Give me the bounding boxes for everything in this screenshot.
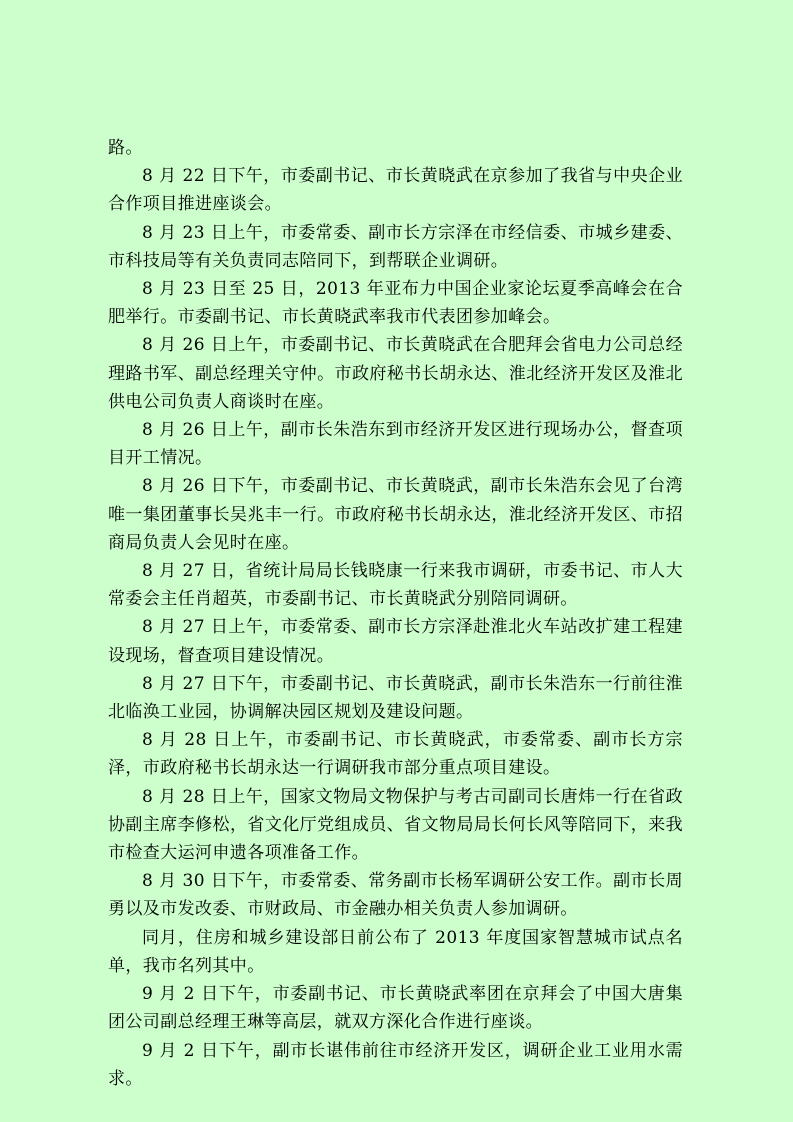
paragraph-entry: 8 月 28 日上午，国家文物局文物保护与考古司副司长唐炜一行在省政协副主席李修松，省文化厅党组成员、省文物局局长何长风等陪同下，来我市检查大运河申遗各项准备工作。 bbox=[108, 786, 683, 864]
paragraph-entry: 8 月 23 日至 25 日，2013 年亚布力中国企业家论坛夏季高峰会在合肥举行。市委副书记、市长黄晓武率我市代表团参加峰会。 bbox=[108, 279, 683, 328]
paragraph-entry: 8 月 26 日上午，市委副书记、市长黄晓武在合肥拜会省电力公司总经理路书军、副总经理关守仲。市政府秘书长胡永达、淮北经济开发区及淮北供电公司负责人商谈时在座。 bbox=[108, 335, 683, 412]
paragraph-continuation: 路。 bbox=[108, 138, 143, 158]
paragraph-entry: 8 月 27 日上午，市委常委、副市长方宗泽赴淮北火车站改扩建工程建设现场，督查项目建设情况。 bbox=[108, 617, 683, 666]
paragraph-entry: 8 月 28 日上午，市委副书记、市长黄晓武，市委常委、副市长方宗泽，市政府秘书长胡永达一行调研我市部分重点项目建设。 bbox=[108, 730, 683, 779]
paragraph-entry: 8 月 26 日上午，副市长朱浩东到市经济开发区进行现场办公，督查项目开工情况。 bbox=[108, 420, 683, 469]
paragraph-entry: 8 月 23 日上午，市委常委、副市长方宗泽在市经信委、市城乡建委、市科技局等有关负责同志陪同下，到帮联企业调研。 bbox=[108, 222, 683, 271]
paragraph-entry: 8 月 26 日下午，市委副书记、市长黄晓武，副市长朱浩东会见了台湾唯一集团董事长吴兆丰一行。市政府秘书长胡永达，淮北经济开发区、市招商局负责人会见时在座。 bbox=[108, 476, 683, 553]
paragraph-entry: 8 月 30 日下午，市委常委、常务副市长杨军调研公安工作。副市长周勇以及市发改委、市财政局、市金融办相关负责人参加调研。 bbox=[108, 871, 683, 920]
paragraph-entry: 8 月 22 日下午，市委副书记、市长黄晓武在京参加了我省与中央企业合作项目推进座谈会。 bbox=[108, 166, 683, 215]
paragraph-entry: 同月，住房和城乡建设部日前公布了 2013 年度国家智慧城市试点名单，我市名列其中。 bbox=[108, 927, 683, 976]
paragraph-entry: 9 月 2 日下午，市委副书记、市长黄晓武率团在京拜会了中国大唐集团公司副总经理王琳等高层，就双方深化合作进行座谈。 bbox=[108, 984, 683, 1033]
paragraph-entry: 8 月 27 日，省统计局局长钱晓康一行来我市调研，市委书记、市人大常委会主任肖超英，市委副书记、市长黄晓武分别陪同调研。 bbox=[108, 561, 683, 610]
paragraph-entry: 8 月 27 日下午，市委副书记、市长黄晓武，副市长朱浩东一行前往淮北临涣工业园，协调解决园区规划及建设问题。 bbox=[108, 673, 683, 723]
document-body bbox=[108, 134, 683, 1093]
paragraph-entry: 9 月 2 日下午，副市长谌伟前往市经济开发区，调研企业工业用水需求。 bbox=[108, 1040, 683, 1089]
